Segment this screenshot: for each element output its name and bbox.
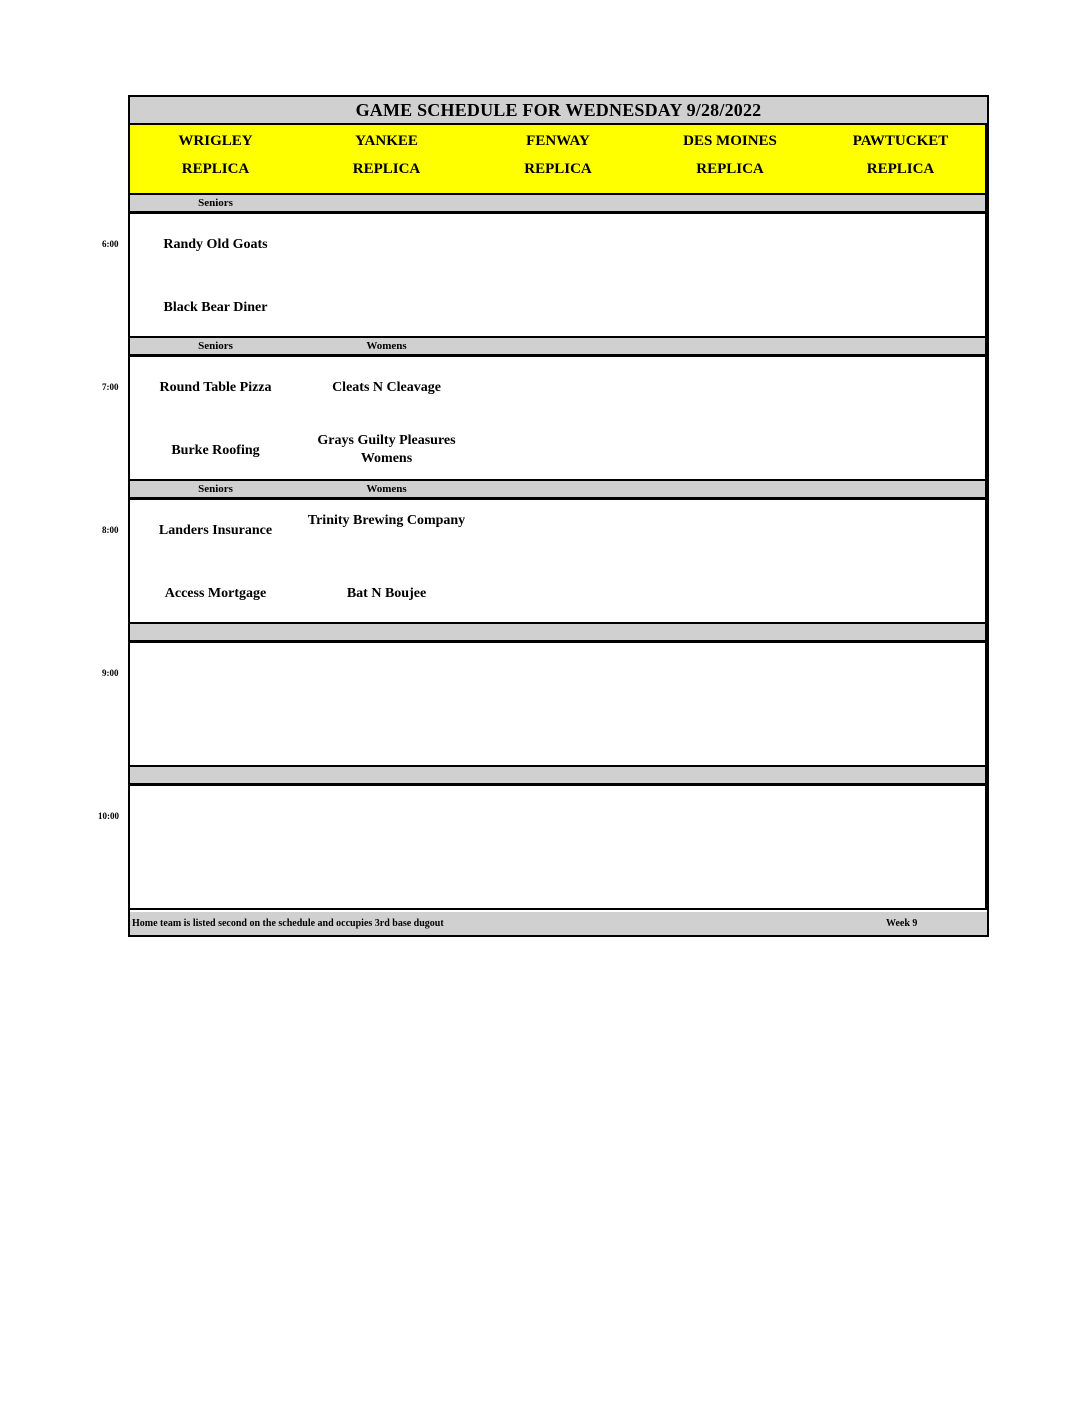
- time-label: 8:00: [102, 525, 119, 535]
- division-label: [816, 624, 987, 643]
- footer-bar: [130, 912, 987, 935]
- away-team: Round Table Pizza: [159, 380, 272, 395]
- game-cell: [301, 786, 474, 910]
- field-name: YANKEE: [355, 133, 418, 149]
- game-cell: [472, 786, 646, 910]
- division-label: [301, 624, 474, 643]
- division-label: [644, 338, 818, 357]
- division-label: [644, 767, 818, 786]
- division-label: Womens: [301, 481, 474, 500]
- field-header-3: [472, 125, 646, 195]
- field-subtitle: REPLICA: [181, 161, 250, 177]
- home-team: Grays Guilty Pleasures Womens: [317, 433, 456, 466]
- home-team: Black Bear Diner: [163, 300, 268, 315]
- field-name: DES MOINES: [683, 133, 777, 149]
- game-cell: [472, 357, 646, 481]
- division-label: [472, 338, 646, 357]
- field-subtitle: REPLICA: [866, 161, 935, 177]
- division-label: [301, 195, 474, 214]
- field-header-5: [816, 125, 987, 195]
- game-cell: [816, 786, 987, 910]
- footer-note: Home team is listed second on the schedule and occupies 3rd base dugout: [132, 918, 444, 929]
- time-label: 10:00: [98, 811, 119, 821]
- field-subtitle: REPLICA: [352, 161, 421, 177]
- field-subtitle: REPLICA: [524, 161, 592, 177]
- division-label: [644, 195, 818, 214]
- division-label: [472, 767, 646, 786]
- home-team: Access Mortgage: [164, 586, 267, 601]
- field-name: FENWAY: [526, 133, 590, 149]
- game-cell: [301, 214, 474, 338]
- game-cell: [644, 500, 818, 624]
- division-label: [130, 624, 303, 643]
- time-label: 6:00: [102, 239, 119, 249]
- game-cell: [816, 500, 987, 624]
- division-label: Seniors: [130, 195, 303, 214]
- game-cell: [644, 357, 818, 481]
- game-cell: [130, 500, 303, 624]
- game-cell: [472, 500, 646, 624]
- field-subtitle: REPLICA: [696, 161, 764, 177]
- away-team: Landers Insurance: [158, 523, 273, 538]
- week-label: Week 9: [886, 918, 918, 929]
- division-label: Womens: [301, 338, 474, 357]
- division-label: Seniors: [130, 338, 303, 357]
- game-cell: [301, 500, 474, 624]
- division-label: [644, 481, 818, 500]
- game-cell: [130, 357, 303, 481]
- time-label: 7:00: [102, 382, 119, 392]
- game-cell: [130, 643, 303, 767]
- schedule-sheet: [128, 95, 989, 937]
- game-cell: [816, 214, 987, 338]
- game-cell: [644, 214, 818, 338]
- game-cell: [644, 786, 818, 910]
- division-label: [644, 624, 818, 643]
- division-label: [472, 481, 646, 500]
- game-cell: [816, 643, 987, 767]
- field-name: WRIGLEY: [178, 133, 253, 149]
- field-header-1: [130, 125, 303, 195]
- game-cell: [472, 643, 646, 767]
- field-header-2: [301, 125, 474, 195]
- time-label: 9:00: [102, 668, 119, 678]
- game-cell: [301, 357, 474, 481]
- division-label: [816, 481, 987, 500]
- game-cell: [130, 214, 303, 338]
- game-cell: [130, 786, 303, 910]
- schedule-title: GAME SCHEDULE FOR WEDNESDAY 9/28/2022: [130, 97, 987, 125]
- field-header-4: [644, 125, 818, 195]
- division-label: [816, 195, 987, 214]
- away-team: Trinity Brewing Company: [307, 513, 466, 528]
- division-label: [472, 195, 646, 214]
- division-label: [301, 767, 474, 786]
- game-cell: [301, 643, 474, 767]
- division-label: Seniors: [130, 481, 303, 500]
- division-label: [130, 767, 303, 786]
- game-cell: [644, 643, 818, 767]
- game-cell: [816, 357, 987, 481]
- away-team: Randy Old Goats: [163, 237, 268, 252]
- away-team: Cleats N Cleavage: [332, 380, 441, 395]
- division-label: [472, 624, 646, 643]
- division-label: [816, 767, 987, 786]
- home-team: Bat N Boujee: [346, 586, 427, 601]
- home-team: Burke Roofing: [171, 443, 260, 458]
- field-name: PAWTUCKET: [852, 133, 949, 149]
- division-label: [816, 338, 987, 357]
- game-cell: [472, 214, 646, 338]
